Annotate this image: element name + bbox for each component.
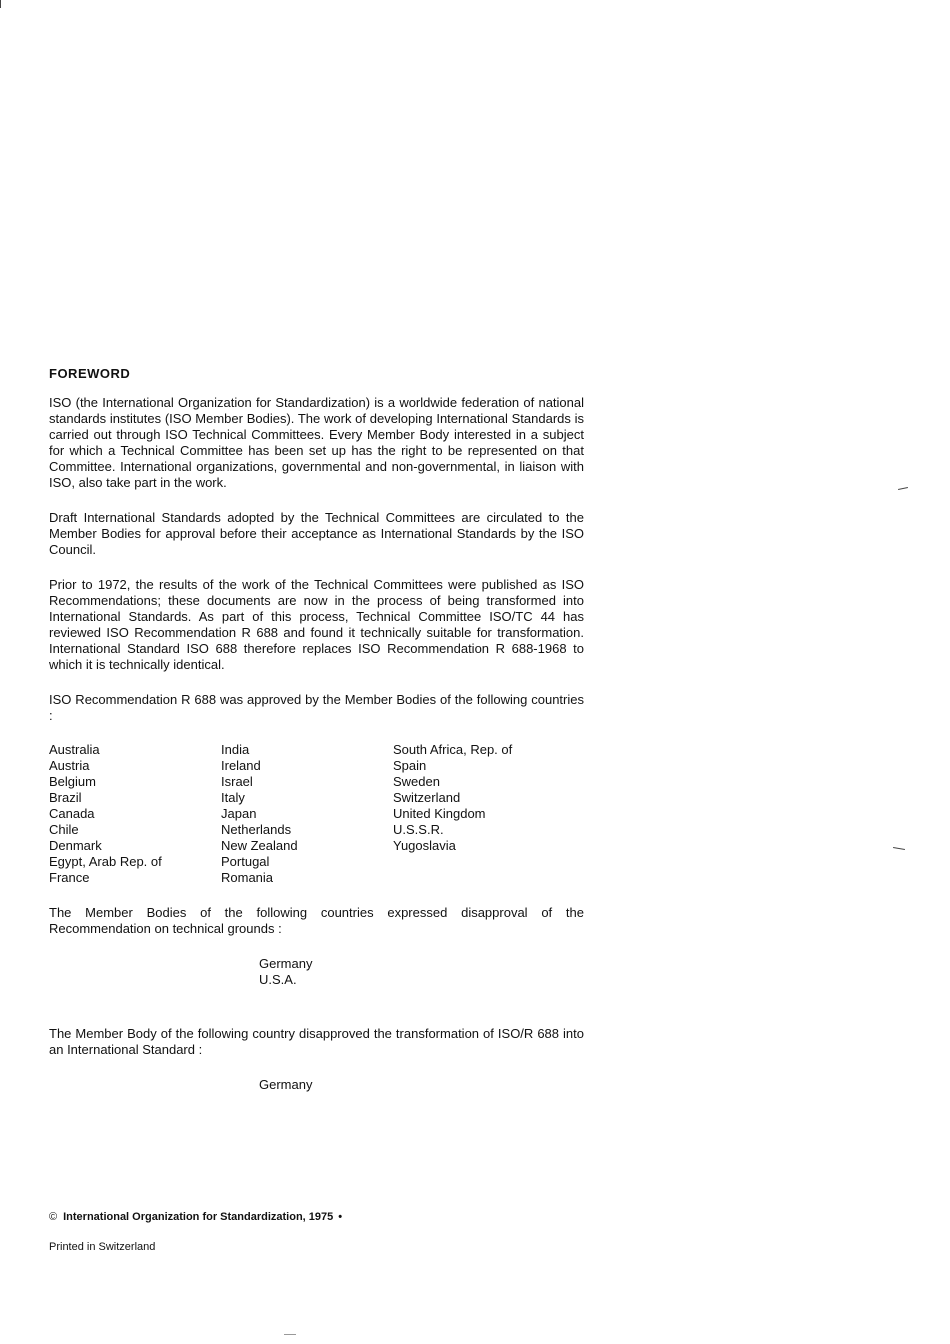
country-item: Portugal [221, 854, 270, 869]
country-item: Italy [221, 790, 245, 805]
country-item: India [221, 742, 250, 757]
country-item: Germany [259, 1077, 313, 1092]
scan-mark [898, 487, 908, 490]
country-item: Ireland [221, 758, 261, 773]
country-item: Australia [49, 742, 100, 757]
country-item: United Kingdom [393, 806, 486, 821]
country-item: France [49, 870, 90, 885]
transformation-countries-list [259, 1077, 312, 1093]
transformation-paragraph: The Member Body of the following country disapproved the transformation of ISO/R 688 into an International Standard : [49, 1026, 584, 1057]
country-item: Egypt, Arab Rep. of [49, 854, 162, 869]
disapproving-countries-list [259, 956, 312, 988]
country-item: Canada [49, 806, 95, 821]
country-item: South Africa, Rep. of [393, 742, 513, 757]
country-item: Japan [221, 806, 257, 821]
copyright-text: International Organization for Standardization, 1975 [63, 1211, 334, 1223]
country-item: Yugoslavia [393, 838, 456, 853]
copyright-line [49, 1211, 342, 1223]
country-item: Switzerland [393, 790, 461, 805]
scan-mark [0, 0, 1, 8]
approving-countries-column-2 [221, 742, 298, 886]
country-item: Austria [49, 758, 90, 773]
foreword-paragraph-4: ISO Recommendation R 688 was approved by the Member Bodies of the following countries : [49, 692, 584, 723]
bullet-icon: • [338, 1211, 343, 1223]
country-item: Spain [393, 758, 427, 773]
country-item: Belgium [49, 774, 96, 789]
scan-mark [284, 1334, 296, 1335]
foreword-paragraph-3: Prior to 1972, the results of the work of the Technical Committees were published as ISO Recommendations; these documents are now in the process of being transformed into International Standards. As part of this process, Technical Committee ISO/TC 44 has reviewed ISO Recommendation R 688 and found it technically suitable for transformation. International Standard ISO 688 therefore replaces ISO Recommendation R 688-1968 to which it is technically identical. [49, 577, 584, 672]
country-item: New Zealand [221, 838, 298, 853]
country-item: Netherlands [221, 822, 292, 837]
country-item: Chile [49, 822, 79, 837]
country-item: U.S.S.R. [393, 822, 444, 837]
copyright-symbol: © [49, 1211, 58, 1223]
foreword-heading: FOREWORD [49, 366, 131, 381]
disapproval-paragraph: The Member Bodies of the following countries expressed disapproval of the Recommendation on technical grounds : [49, 905, 584, 936]
country-item: Denmark [49, 838, 102, 853]
approving-countries-column-3 [393, 742, 512, 854]
country-item: U.S.A. [259, 972, 297, 987]
printed-in-note: Printed in Switzerland [49, 1241, 156, 1253]
country-item: Germany [259, 956, 313, 971]
country-item: Romania [221, 870, 274, 885]
foreword-paragraph-1: ISO (the International Organization for Standardization) is a worldwide federation of national standards institutes (ISO Member Bodies). The work of developing International Standards is carried out through ISO Technical Committees. Every Member Body interested in a subject for which a Technical Committee has been set up has the right to be represented on that Committee. International organizations, governmental and non-governmental, in liaison with ISO, also take part in the work. [49, 395, 584, 490]
country-item: Brazil [49, 790, 82, 805]
foreword-paragraph-2: Draft International Standards adopted by the Technical Committees are circulated to the Member Bodies for approval before their acceptance as International Standards by the ISO Council. [49, 510, 584, 557]
scan-mark [893, 847, 905, 850]
approving-countries-column-1 [49, 742, 162, 886]
country-item: Sweden [393, 774, 440, 789]
country-item: Israel [221, 774, 253, 789]
